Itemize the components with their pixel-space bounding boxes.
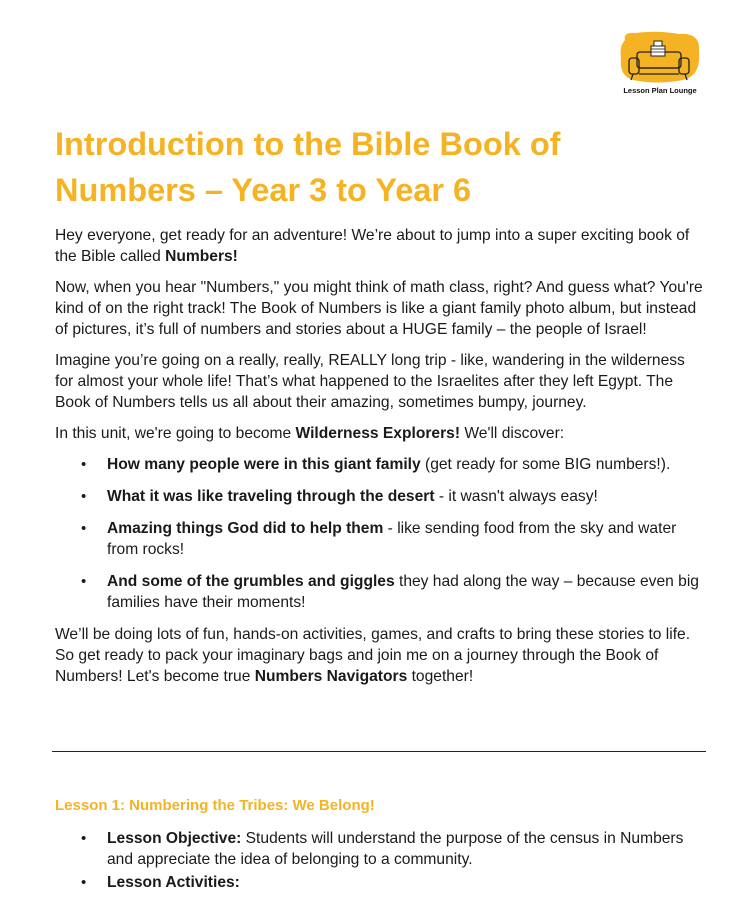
logo-text: Lesson Plan Lounge: [623, 86, 697, 95]
intro-paragraph-4: In this unit, we're going to become Wilderness Explorers! We'll discover:: [55, 425, 565, 442]
list-item: • How many people were in this giant family (get ready for some BIG numbers!).: [55, 454, 705, 475]
lesson-1-section: [55, 828, 705, 903]
intro-paragraph-2: Now, when you hear "Numbers," you might think of math class, right? And guess what? You're kind of on the right track! The Book of Numbers is like a giant family photo album, but instead of pictures, it’s full of numbers and stories about a HUGE family – the people of Israel!: [55, 279, 703, 338]
lesson-1-heading: Lesson 1: Numbering the Tribes: We Belong!: [55, 797, 375, 814]
logo: [617, 30, 703, 98]
intro-paragraph-3: Imagine you’re going on a really, really, REALLY long trip - like, wandering in the wilderness for almost your whole life! That’s what happened to the Israelites after they left Egypt. The Book of Numbers tells us all about their amazing, sometimes bumpy, journey.: [55, 352, 685, 411]
closing-paragraph: We’ll be doing lots of fun, hands-on activities, games, and crafts to bring these stories to life. So get ready to pack your imaginary bags and join me on a journey through the Book of Numbers! Let's become true Numbers Navigators together!: [55, 626, 691, 685]
list-item: • Lesson Objective: Students will understand the purpose of the census in Numbers and appreciate the idea of belonging to a community.: [55, 828, 705, 870]
list-item: • And some of the grumbles and giggles they had along the way – because even big families have their moments!: [55, 571, 705, 613]
lesson-1-list: [55, 828, 705, 893]
discoveries-list: [55, 454, 705, 613]
intro-section: [55, 225, 705, 697]
list-item: • What it was like traveling through the desert - it wasn't always easy!: [55, 486, 705, 507]
page-title: Introduction to the Bible Book of Numbers – Year 3 to Year 6: [55, 126, 561, 208]
section-divider: [52, 751, 706, 752]
intro-paragraph-1: Hey everyone, get ready for an adventure! We’re about to jump into a super exciting book of the Bible called Numbers!: [55, 227, 690, 265]
list-item: • Amazing things God did to help them - like sending food from the sky and water from rocks!: [55, 518, 705, 560]
list-item: • Lesson Activities:: [55, 872, 705, 893]
sofa-icon: [617, 30, 703, 86]
